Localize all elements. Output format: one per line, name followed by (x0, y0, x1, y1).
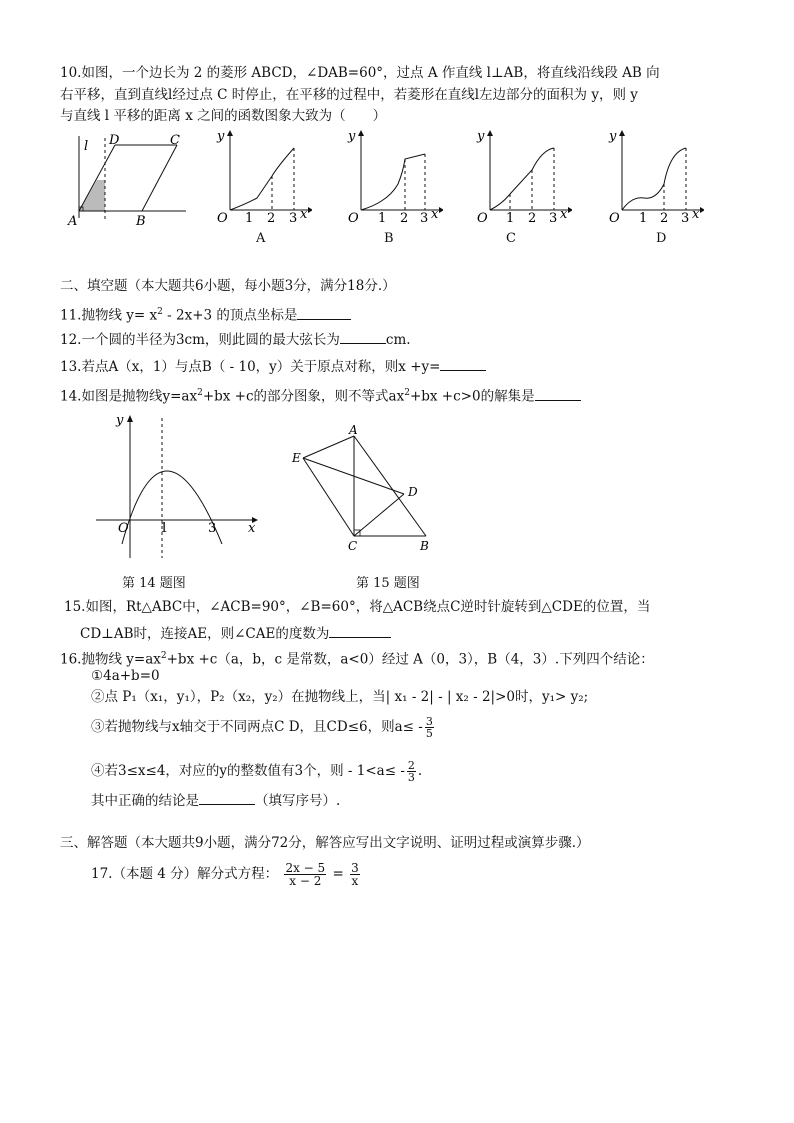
q10-line2: 右平移，直到直线l经过点 C 时停止，在平移的过程中，若菱形在直线l左边部分的面积为 y，则 y (60, 87, 638, 103)
section-3-heading: 三、解答题（本大题共9小题，满分72分，解答应写出文字说明、证明过程或演算步骤.） (60, 835, 590, 851)
q10-line1: 10.如图，一个边长为 2 的菱形 ABCD，∠DAB=60°，过点 A 作直线 l⊥AB，将直线沿线段 AB 向 (60, 65, 660, 81)
option-b-label: B (384, 231, 394, 246)
svg-text:1: 1 (160, 521, 169, 536)
svg-text:x: x (300, 207, 308, 222)
svg-text:3: 3 (289, 211, 298, 226)
figure-14-parabola (92, 408, 264, 560)
option-a-label: A (256, 231, 266, 246)
svg-text:O: O (348, 211, 359, 226)
q12: 12.一个圆的半径为3cm，则此圆的最大弦长为 cm. (60, 332, 411, 348)
svg-text:3: 3 (681, 211, 690, 226)
svg-text:E: E (292, 451, 301, 465)
q15-line1: 15.如图，Rt△ABC中，∠ACB=90°，∠B=60°，将△ACB绕点C逆时针旋转到△CDE的位置，当 (64, 599, 651, 615)
svg-text:2: 2 (528, 211, 537, 226)
svg-text:x: x (431, 207, 439, 222)
svg-text:1: 1 (245, 211, 254, 226)
figure-15-triangles (286, 422, 436, 554)
svg-text:1: 1 (639, 211, 648, 226)
svg-text:y: y (609, 129, 617, 144)
q15-line2: CD⊥AB时，连接AE，则∠CAE的度数为 (80, 625, 391, 643)
svg-text:O: O (477, 211, 488, 226)
q10-rhombus-figure (60, 128, 190, 228)
q16-conclusion-2: ②点 P₁（x₁，y₁），P₂（x₂，y₂）在抛物线上，当| x₁ - 2| - | x₂ - 2|>0时，y₁> y₂; (91, 689, 589, 705)
svg-text:x: x (248, 521, 256, 536)
svg-text:3: 3 (208, 521, 217, 536)
svg-text:2: 2 (267, 211, 276, 226)
svg-text:2: 2 (400, 211, 409, 226)
graph-option-b (343, 126, 443, 226)
svg-text:C: C (348, 539, 358, 553)
section-2-heading: 二、填空题（本大题共6小题，每小题3分，满分18分.） (60, 278, 396, 294)
svg-text:1: 1 (506, 211, 515, 226)
q17: 17.（本题 4 分）解分式方程： $\frac{2x - 5}{x - 2}$ = $\frac{3}{x}$ (91, 861, 359, 888)
label-B: B (136, 214, 146, 228)
graph-option-a (212, 126, 312, 226)
svg-text:2: 2 (660, 211, 669, 226)
q10-line3: 与直线 l 平移的距离 x 之间的函数图象大致为（ ） (60, 108, 387, 124)
svg-text:y: y (116, 413, 124, 428)
q13: 13.若点A（x，1）与点B（ - 10，y）关于原点对称，则x +y= (60, 358, 486, 376)
svg-text:3: 3 (420, 211, 429, 226)
svg-text:A: A (349, 423, 358, 437)
svg-text:O: O (609, 211, 620, 226)
svg-text:B: B (420, 539, 429, 553)
svg-text:y: y (477, 129, 485, 144)
label-A: A (68, 214, 78, 228)
q16-conclusion-1: ①4a+b=0 (91, 668, 160, 684)
svg-text:O: O (118, 521, 129, 536)
caption-figure-14: 第 14 题图 (122, 576, 186, 591)
svg-text:y: y (217, 129, 225, 144)
svg-text:x: x (692, 207, 700, 222)
q11: 11.抛物线 $y= x^2 - 2x+3$ 的顶点坐标是 (60, 303, 351, 325)
q16-stem: 16.抛物线 $y=ax^2+bx +c(a$，b，c 是常数，a<0）经过 A（0，3），B（4，3）.下列四个结论： (60, 651, 654, 668)
label-l: l (84, 139, 89, 154)
label-C: C (170, 133, 180, 148)
graph-option-c (472, 126, 572, 226)
svg-text:O: O (217, 211, 228, 226)
q16-conclusion-3: ③若抛物线与x轴交于不同两点C D，且CD≤6，则a≤ - $\frac{3}{5}$ (91, 715, 433, 740)
q14: 14.如图是抛物线$y=ax^2+bx +c$的部分图象，则不等式$ax^2+bx +c>0$的解集是 (60, 384, 581, 406)
option-d-label: D (656, 231, 667, 246)
svg-text:3: 3 (549, 211, 558, 226)
graph-option-d (604, 126, 704, 226)
q16-conclusion-4: ④若3≤x≤4，对应的y的整数值有3个，则 - 1<a≤ - $\frac{2}{3}$ . (91, 759, 423, 784)
caption-figure-15: 第 15 题图 (356, 576, 420, 591)
q16-answer-prompt: 其中正确的结论是 （填写序号）. (91, 793, 341, 809)
option-c-label: C (506, 231, 516, 246)
svg-text:x: x (560, 207, 568, 222)
label-D: D (109, 133, 120, 148)
svg-text:y: y (348, 129, 356, 144)
svg-text:D: D (408, 485, 418, 499)
svg-text:1: 1 (378, 211, 387, 226)
